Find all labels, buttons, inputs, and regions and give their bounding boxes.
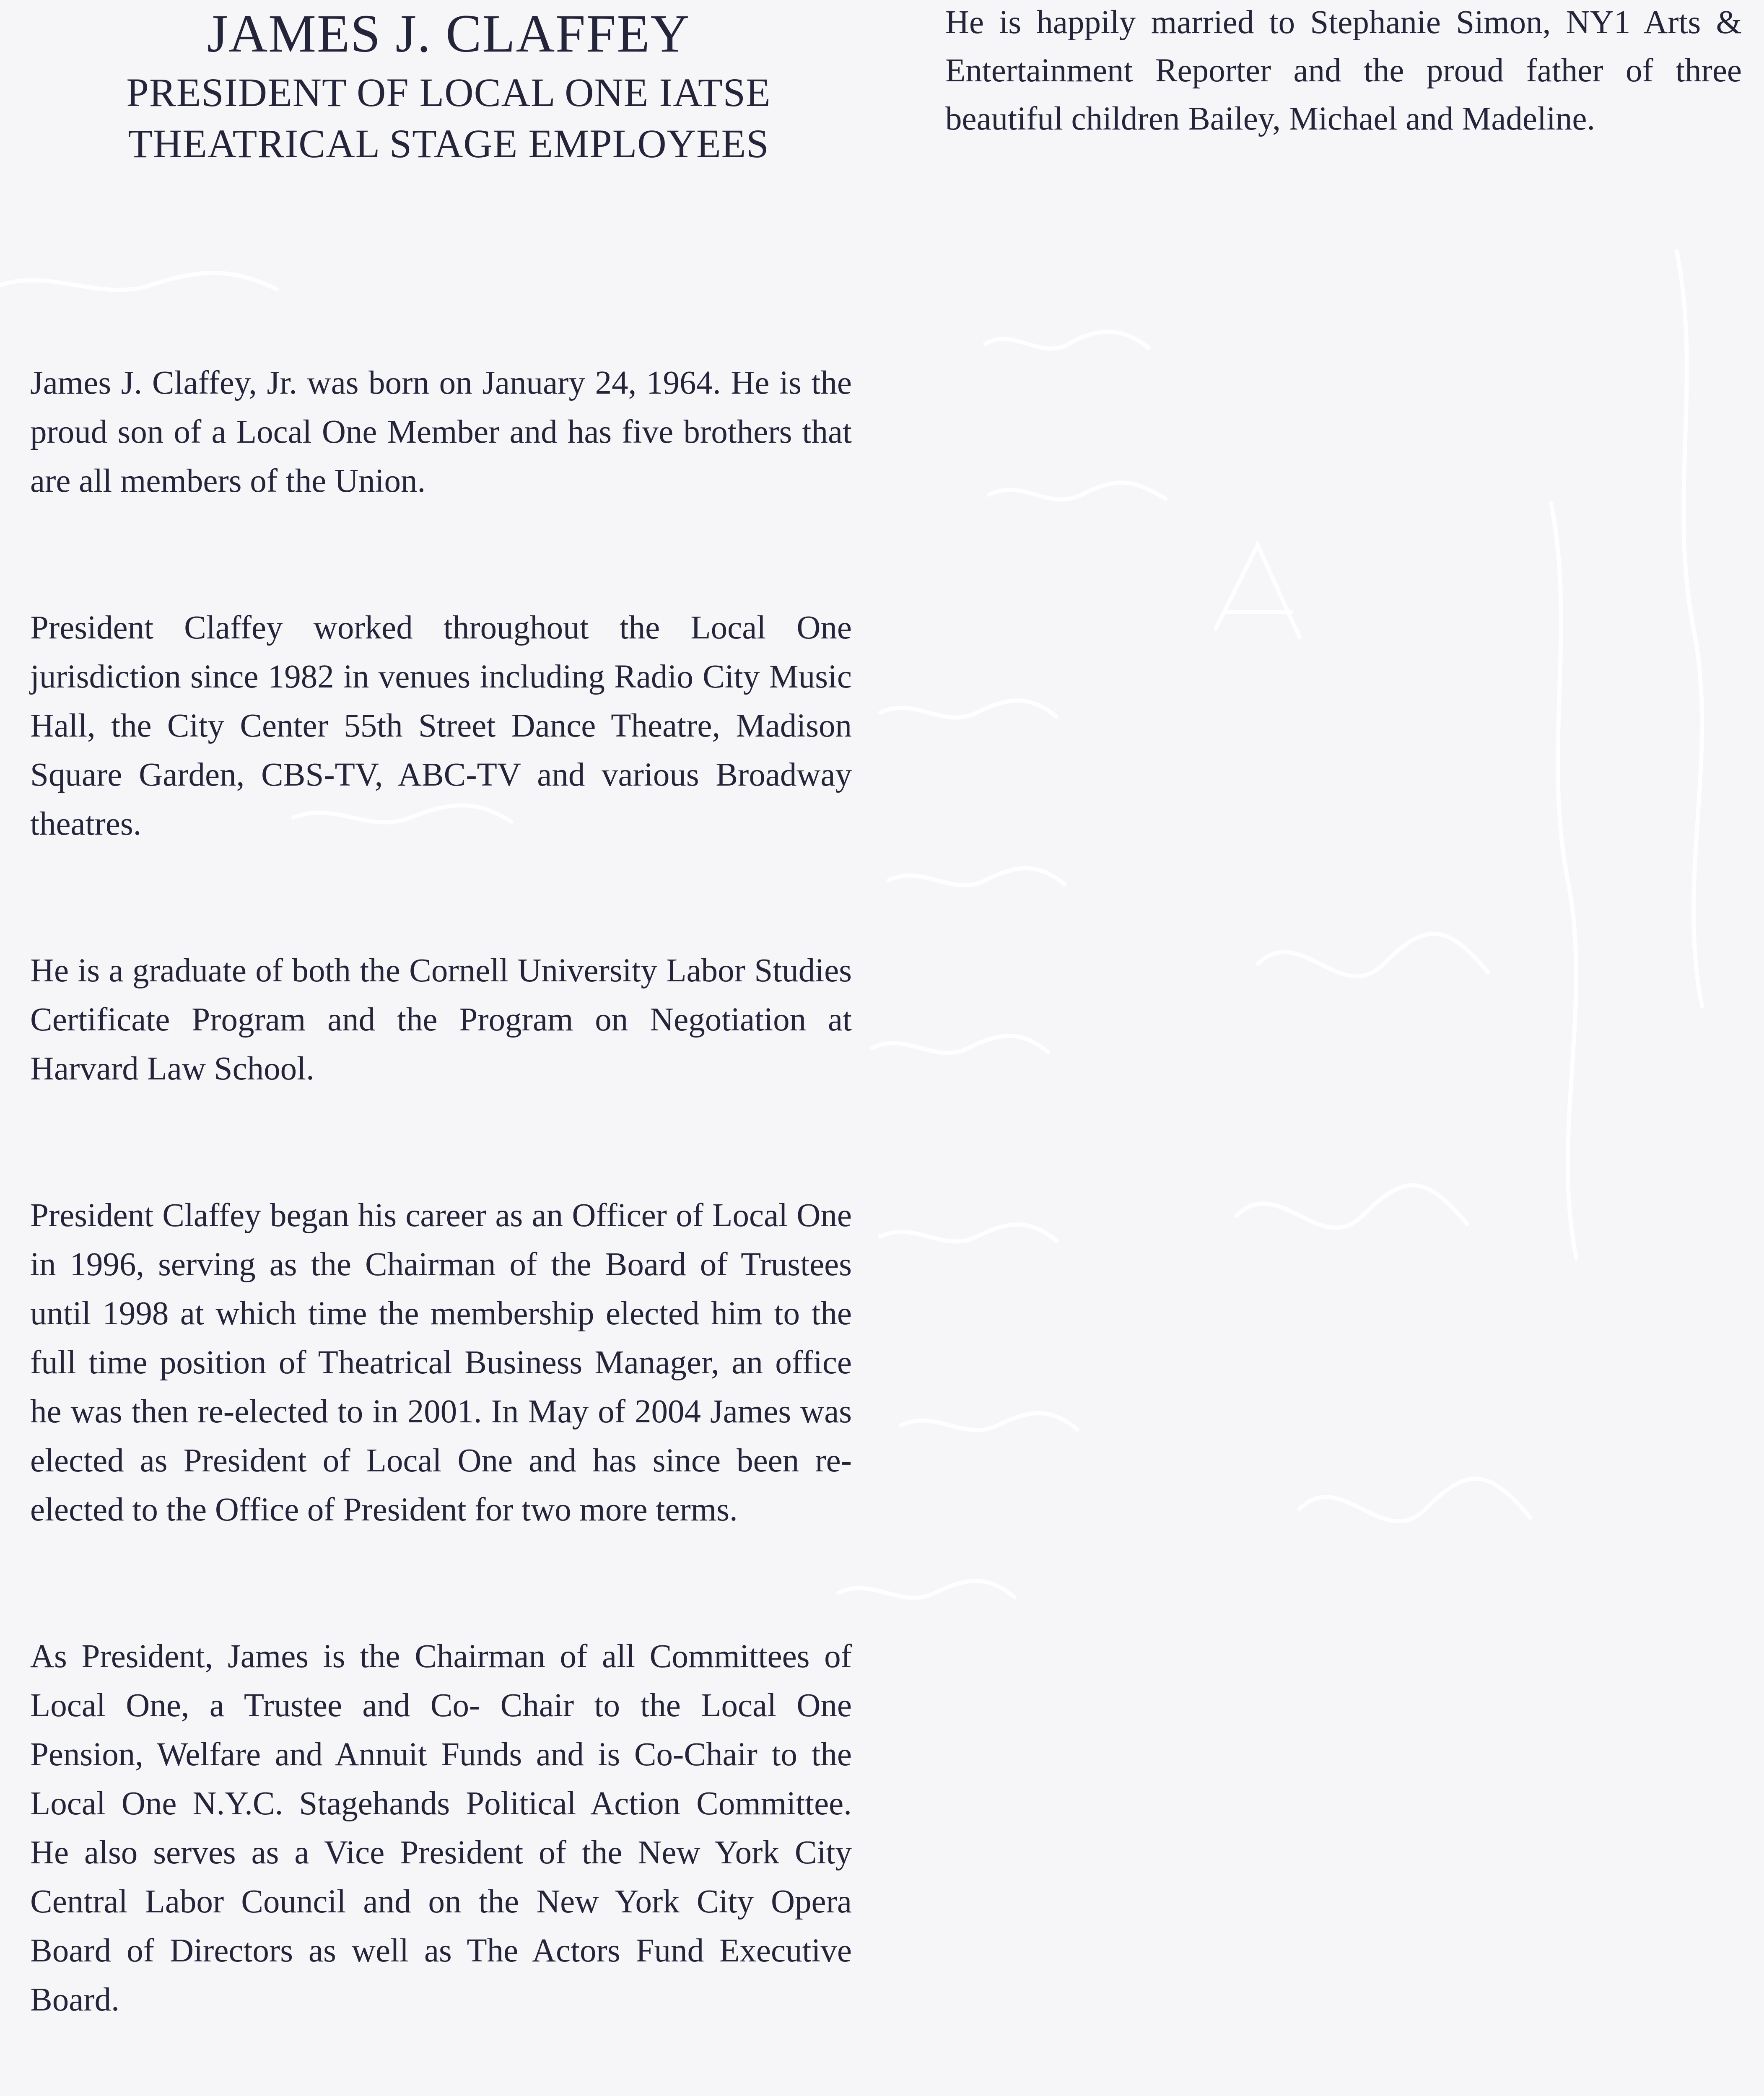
person-name-heading: JAMES J. CLAFFEY: [207, 4, 690, 63]
biography-paragraph-education: He is a graduate of both the Cornell University Labor Studies Certificate Program and the Program on Negotiation at Harvard Law School.: [30, 952, 852, 1087]
biography-paragraph-presidency: As President, James is the Chairman of all Committees of Local One, a Trustee and Co- Chair to the Local One Pension, Welfare and Annuit Funds and is Co-Chair to the Local One N.Y.C. Stagehands Political Action Committee. He also serves as a Vice President of the New York City Central Labor Council and on the New York City Opera Board of Directors as well as The Actors Fund Executive Board.: [30, 1638, 852, 2018]
title-line-1: PRESIDENT OF LOCAL ONE IATSE: [126, 70, 771, 115]
right-text-column: [945, 0, 1742, 143]
biography-paragraph-work-history: President Claffey worked throughout the Local One jurisdiction since 1982 in venues including Radio City Music Hall, the City Center 55th Street Dance Theatre, Madison Square Garden, CBS-TV, ABC-TV and various Broadway theatres.: [30, 610, 852, 842]
biography-paragraph-family: He is happily married to Stephanie Simon, NY1 Arts & Entertainment Reporter and the proud father of three beautiful children Bailey, Michael and Madeline.: [945, 4, 1742, 137]
biography-paragraph-birth: James J. Claffey, Jr. was born on January 24, 1964. He is the proud son of a Local One Member and has five brothers that are all members of the Union.: [30, 365, 852, 499]
title-line-2: THEATRICAL STAGE EMPLOYEES: [128, 121, 769, 166]
left-text-column: [30, 358, 852, 2096]
document-header: [67, 0, 830, 169]
biography-paragraph-officer-career: President Claffey began his career as an Officer of Local One in 1996, serving as the Chairman of the Board of Trustees until 1998 at which time the membership elected him to the full time position of Theatrical Business Manager, an office he was then re-elected to in 2001. In May of 2004 James was elected as President of Local One and has since been re-elected to the Office of President for two more terms.: [30, 1197, 852, 1528]
